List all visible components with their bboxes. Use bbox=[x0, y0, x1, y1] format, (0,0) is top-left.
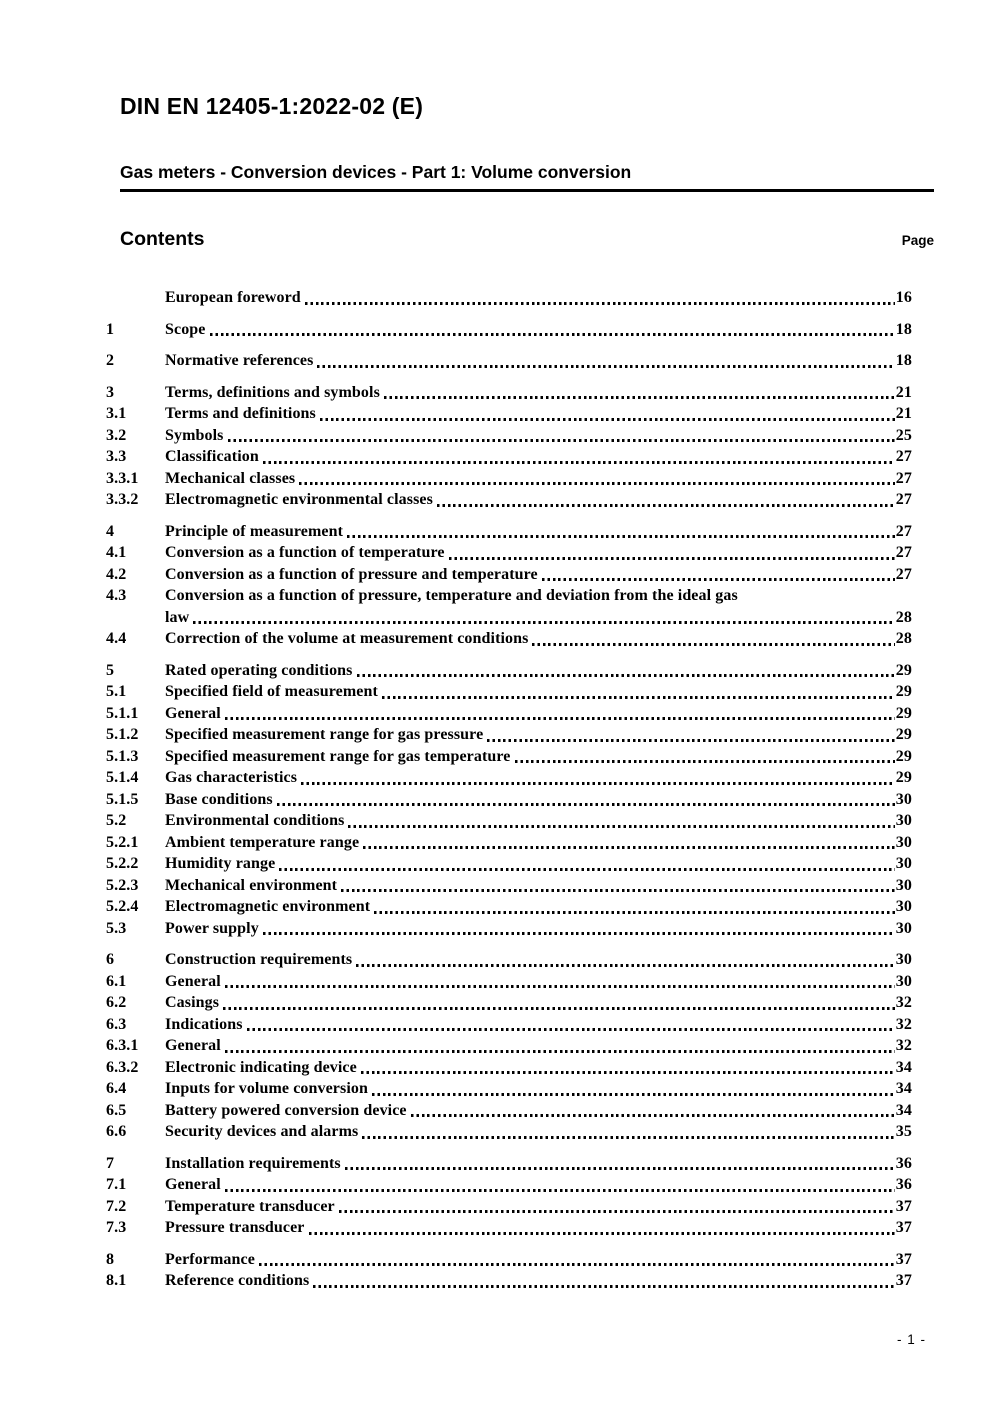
toc-entry-number: 6.3 bbox=[106, 1015, 127, 1033]
toc-leader-dots bbox=[299, 482, 895, 485]
toc-entry-page: 27 bbox=[895, 565, 912, 583]
toc-entry-number: 5.1.5 bbox=[106, 790, 139, 808]
toc-leader-dots bbox=[347, 535, 895, 538]
toc-leader-dots bbox=[263, 461, 895, 464]
toc-leader-dots bbox=[437, 504, 895, 507]
toc-leader-dots bbox=[317, 365, 894, 368]
toc-row[interactable] bbox=[106, 971, 912, 993]
toc-row[interactable] bbox=[106, 1153, 912, 1175]
toc-entry-page: 21 bbox=[895, 405, 912, 422]
toc-leader-dots bbox=[277, 803, 895, 806]
contents-header-row bbox=[120, 228, 934, 251]
toc-leader-dots bbox=[309, 1232, 895, 1235]
toc-entry-number: 5.1.1 bbox=[106, 704, 139, 722]
toc-leader-dots bbox=[382, 696, 895, 699]
toc-leader-dots bbox=[339, 1210, 895, 1213]
toc-entry-number: 6 bbox=[106, 951, 115, 968]
toc-entry-title: Base conditions bbox=[165, 790, 273, 808]
toc-entry-page: 29 bbox=[895, 726, 912, 743]
toc-leader-dots bbox=[361, 1071, 895, 1074]
toc-leader-dots bbox=[384, 396, 895, 399]
toc-leader-dots bbox=[363, 846, 895, 849]
toc-leader-dots bbox=[210, 333, 895, 336]
toc-leader-dots bbox=[228, 439, 895, 442]
toc-entry-number: 8 bbox=[106, 1250, 115, 1268]
toc-row[interactable] bbox=[106, 767, 912, 789]
toc-row[interactable] bbox=[106, 382, 912, 404]
toc-row[interactable] bbox=[106, 810, 912, 832]
toc-leader-dots bbox=[357, 674, 895, 677]
toc-entry-page: 37 bbox=[895, 1219, 912, 1236]
toc-entry-number: 6.3.1 bbox=[106, 1037, 139, 1054]
doc-title-underline bbox=[120, 162, 934, 192]
toc-entry-page: 29 bbox=[895, 747, 912, 765]
toc-row[interactable] bbox=[106, 1249, 912, 1271]
toc-entry-number: 3.2 bbox=[106, 426, 127, 444]
toc-leader-dots bbox=[345, 1167, 895, 1170]
toc-row[interactable] bbox=[106, 287, 912, 309]
toc-entry-page: 18 bbox=[895, 320, 912, 338]
toc-entry-page: 37 bbox=[895, 1250, 912, 1268]
toc-entry-number: 6.1 bbox=[106, 972, 127, 990]
toc-row[interactable] bbox=[106, 446, 912, 468]
toc-leader-dots bbox=[356, 964, 895, 967]
toc-entry-number: 7 bbox=[106, 1154, 115, 1172]
toc-entry-number: 5.3 bbox=[106, 919, 127, 937]
toc-entry-title: Reference conditions bbox=[165, 1272, 310, 1289]
toc-entry-number: 3.3.2 bbox=[106, 491, 139, 508]
toc-entry-number: 5.2.4 bbox=[106, 898, 139, 915]
toc-entry-title: Terms and definitions bbox=[165, 405, 316, 422]
toc-entry-page: 29 bbox=[895, 769, 912, 786]
toc-entry-page: 30 bbox=[895, 790, 912, 808]
toc-entry-title: Symbols bbox=[165, 426, 224, 444]
toc-row[interactable] bbox=[106, 1121, 912, 1143]
toc-row[interactable] bbox=[106, 1100, 912, 1122]
toc-entry-number: 4.3 bbox=[106, 587, 127, 604]
toc-entry-page: 28 bbox=[895, 608, 912, 626]
toc-row[interactable] bbox=[106, 1014, 912, 1036]
toc-entry-page: 32 bbox=[895, 1015, 912, 1033]
toc-entry-title: Electromagnetic environmental classes bbox=[165, 491, 433, 508]
toc-entry-number: 1 bbox=[106, 320, 115, 338]
toc-entry-title: Inputs for volume conversion bbox=[165, 1080, 368, 1097]
toc-entry-page: 21 bbox=[895, 383, 912, 401]
toc-row[interactable] bbox=[106, 949, 912, 971]
toc-row[interactable] bbox=[106, 896, 912, 918]
toc-entry-number: 7.2 bbox=[106, 1197, 127, 1215]
toc-leader-dots bbox=[225, 985, 895, 988]
toc-row[interactable] bbox=[106, 489, 912, 511]
toc-row[interactable] bbox=[106, 681, 912, 703]
toc-entry-page: 30 bbox=[895, 898, 912, 915]
toc-entry-title: Gas characteristics bbox=[165, 769, 298, 786]
toc-entry-title: Security devices and alarms bbox=[165, 1123, 359, 1140]
toc-entry-number: 7.1 bbox=[106, 1176, 127, 1193]
toc-row[interactable] bbox=[106, 468, 912, 490]
toc-entry-page: 30 bbox=[895, 951, 912, 968]
toc-row[interactable] bbox=[106, 403, 912, 425]
page-column-label: Page bbox=[901, 233, 934, 248]
toc-leader-dots bbox=[411, 1114, 895, 1117]
toc-entry-title: Conversion as a function of temperature bbox=[165, 544, 445, 561]
toc-row[interactable] bbox=[106, 853, 912, 875]
toc-entry-number: 6.4 bbox=[106, 1080, 127, 1097]
toc-row[interactable] bbox=[106, 319, 912, 341]
toc-leader-dots bbox=[320, 418, 895, 421]
toc-entry-number: 5.1.2 bbox=[106, 726, 139, 743]
toc-entry-title: Power supply bbox=[165, 919, 259, 937]
toc-entry-number: 4.4 bbox=[106, 630, 127, 647]
doc-title: Gas meters - Conversion devices - Part 1: Volume conversion bbox=[120, 162, 632, 182]
toc-entry-title: Performance bbox=[165, 1250, 255, 1268]
toc-leader-dots bbox=[247, 1028, 895, 1031]
doc-code: DIN EN 12405-1:2022-02 (E) bbox=[120, 93, 424, 119]
toc-row[interactable] bbox=[106, 1270, 912, 1292]
toc-entry-number: 4 bbox=[106, 522, 115, 540]
toc-entry-title: Ambient temperature range bbox=[165, 833, 360, 851]
toc-entry-page: 29 bbox=[895, 704, 912, 722]
toc-entry-number: 5.2 bbox=[106, 812, 127, 829]
toc-leader-dots bbox=[542, 578, 895, 581]
toc-entry-page: 37 bbox=[895, 1272, 912, 1289]
toc-entry-page: 29 bbox=[895, 683, 912, 700]
toc-entry-number: 4.2 bbox=[106, 565, 127, 583]
toc-entry-number: 5.2.2 bbox=[106, 855, 139, 872]
toc-entry-number: 3.1 bbox=[106, 405, 127, 422]
toc-leader-dots bbox=[259, 1263, 895, 1266]
toc-leader-dots bbox=[225, 1189, 895, 1192]
toc-row[interactable] bbox=[106, 1078, 912, 1100]
toc-entry-title: Construction requirements bbox=[165, 951, 353, 968]
toc-row[interactable] bbox=[106, 703, 912, 725]
toc-leader-dots bbox=[305, 302, 895, 305]
toc-entry-title: Temperature transducer bbox=[165, 1197, 335, 1215]
toc-entry-title: Electronic indicating device bbox=[165, 1058, 357, 1076]
toc-row[interactable] bbox=[106, 350, 912, 372]
toc-entry-page: 28 bbox=[895, 630, 912, 647]
toc-entry-number: 5.2.3 bbox=[106, 876, 139, 894]
toc-entry-page: 27 bbox=[895, 448, 912, 465]
toc-entry-number: 2 bbox=[106, 352, 115, 369]
footer-page-number: - 1 - bbox=[897, 1332, 927, 1347]
toc-entry-title: Terms, definitions and symbols bbox=[165, 383, 380, 401]
toc-leader-dots bbox=[225, 717, 895, 720]
toc-entry-title: Humidity range bbox=[165, 855, 276, 872]
toc-entry-number: 5.1.4 bbox=[106, 769, 139, 786]
toc-entry-title: Specified field of measurement bbox=[165, 683, 378, 700]
toc-entry-title: law bbox=[165, 608, 190, 626]
toc-entry-number: 7.3 bbox=[106, 1219, 127, 1236]
toc-entry-page: 25 bbox=[895, 426, 912, 444]
toc-row[interactable] bbox=[106, 585, 912, 607]
toc-row[interactable] bbox=[106, 1057, 912, 1079]
toc-row[interactable] bbox=[106, 1035, 912, 1057]
toc-entry-page: 30 bbox=[895, 972, 912, 990]
toc-entry-title: Environmental conditions bbox=[165, 812, 345, 829]
toc-list bbox=[106, 287, 912, 1292]
toc-entry-title: Installation requirements bbox=[165, 1154, 341, 1172]
toc-leader-dots bbox=[374, 911, 895, 914]
toc-entry-title: General bbox=[165, 1176, 221, 1193]
toc-entry-title: Scope bbox=[165, 320, 206, 338]
toc-entry-title: Specified measurement range for gas pressure bbox=[165, 726, 484, 743]
toc-entry-title: Battery powered conversion device bbox=[165, 1101, 407, 1119]
toc-entry-title: Electromagnetic environment bbox=[165, 898, 371, 915]
toc-entry-number: 5.2.1 bbox=[106, 833, 139, 851]
toc-entry-page: 18 bbox=[895, 352, 912, 369]
toc-leader-dots bbox=[225, 1050, 895, 1053]
toc-row[interactable] bbox=[106, 1196, 912, 1218]
toc-leader-dots bbox=[301, 782, 895, 785]
toc-entry-page: 30 bbox=[895, 812, 912, 829]
toc-leader-dots bbox=[263, 932, 895, 935]
toc-entry-title: Mechanical classes bbox=[165, 469, 296, 487]
toc-entry-title: Mechanical environment bbox=[165, 876, 338, 894]
toc-entry-number: 5 bbox=[106, 661, 115, 679]
toc-entry-page: 16 bbox=[895, 289, 912, 306]
toc-entry-page: 37 bbox=[895, 1197, 912, 1215]
toc-entry-number: 6.2 bbox=[106, 994, 127, 1011]
toc-leader-dots bbox=[279, 868, 895, 871]
toc-entry-number: 8.1 bbox=[106, 1272, 127, 1289]
contents-heading: Contents bbox=[120, 228, 205, 250]
toc-entry-title: General bbox=[165, 1037, 221, 1054]
toc-entry-title: Correction of the volume at measurement conditions bbox=[165, 630, 529, 647]
toc-entry-page: 34 bbox=[895, 1101, 912, 1119]
toc-entry-title: Pressure transducer bbox=[165, 1219, 305, 1236]
toc-entry-number: 4.1 bbox=[106, 544, 127, 561]
toc-entry-number: 3 bbox=[106, 383, 115, 401]
toc-row[interactable] bbox=[106, 746, 912, 768]
toc-row[interactable] bbox=[106, 875, 912, 897]
toc-leader-dots bbox=[193, 621, 894, 624]
toc-entry-number: 6.3.2 bbox=[106, 1058, 139, 1076]
toc-row[interactable] bbox=[106, 992, 912, 1014]
toc-leader-dots bbox=[313, 1285, 894, 1288]
toc-row[interactable] bbox=[106, 564, 912, 586]
toc-entry-number: 3.3 bbox=[106, 448, 127, 465]
toc-entry-title: Normative references bbox=[165, 352, 314, 369]
toc-entry-page: 36 bbox=[895, 1176, 912, 1193]
toc-entry-page: 29 bbox=[895, 661, 912, 679]
toc-row[interactable] bbox=[106, 1217, 912, 1239]
toc-entry-page: 30 bbox=[895, 833, 912, 851]
toc-leader-dots bbox=[372, 1093, 895, 1096]
toc-entry-title: Conversion as a function of pressure, temperature and deviation from the ideal gas bbox=[165, 587, 738, 604]
toc-entry-title: Classification bbox=[165, 448, 259, 465]
toc-row[interactable] bbox=[106, 521, 912, 543]
toc-row[interactable] bbox=[106, 660, 912, 682]
toc-leader-dots bbox=[348, 825, 894, 828]
toc-entry-page: 32 bbox=[895, 994, 912, 1011]
toc-entry-page: 27 bbox=[895, 469, 912, 487]
toc-entry-page: 30 bbox=[895, 919, 912, 937]
toc-leader-dots bbox=[362, 1136, 894, 1139]
toc-entry-title: Rated operating conditions bbox=[165, 661, 353, 679]
toc-row[interactable] bbox=[106, 425, 912, 447]
toc-entry-title: Conversion as a function of pressure and temperature bbox=[165, 565, 538, 583]
toc-entry-page: 32 bbox=[895, 1037, 912, 1054]
toc-leader-dots bbox=[449, 557, 895, 560]
toc-leader-dots bbox=[487, 739, 895, 742]
toc-entry-title: Indications bbox=[165, 1015, 243, 1033]
toc-row[interactable] bbox=[106, 832, 912, 854]
toc-leader-dots bbox=[515, 760, 895, 763]
toc-row[interactable] bbox=[106, 1174, 912, 1196]
toc-entry-page: 36 bbox=[895, 1154, 912, 1172]
toc-entry-page: 34 bbox=[895, 1058, 912, 1076]
toc-entry-title: General bbox=[165, 972, 221, 990]
toc-entry-page: 35 bbox=[895, 1123, 912, 1140]
toc-entry-title: Specified measurement range for gas temperature bbox=[165, 747, 511, 765]
toc-entry-title: General bbox=[165, 704, 221, 722]
toc-entry-number: 5.1 bbox=[106, 683, 127, 700]
toc-entry-title: European foreword bbox=[165, 289, 301, 306]
toc-leader-dots bbox=[341, 889, 895, 892]
toc-leader-dots bbox=[532, 643, 894, 646]
toc-leader-dots bbox=[742, 600, 911, 603]
toc-entry-number: 5.1.3 bbox=[106, 747, 139, 765]
toc-row[interactable] bbox=[106, 628, 912, 650]
toc-entry-page: 27 bbox=[895, 491, 912, 508]
toc-entry-title: Casings bbox=[165, 994, 220, 1011]
toc-row[interactable] bbox=[106, 789, 912, 811]
toc-entry-title: Principle of measurement bbox=[165, 522, 344, 540]
toc-leader-dots bbox=[223, 1007, 895, 1010]
toc-row[interactable] bbox=[106, 918, 912, 940]
toc-entry-page: 27 bbox=[895, 522, 912, 540]
toc-entry-page: 34 bbox=[895, 1080, 912, 1097]
toc-row[interactable] bbox=[106, 724, 912, 746]
toc-entry-page: 27 bbox=[895, 544, 912, 561]
toc-entry-number: 3.3.1 bbox=[106, 469, 139, 487]
toc-row[interactable] bbox=[106, 607, 912, 629]
toc-row[interactable] bbox=[106, 542, 912, 564]
toc-entry-page: 30 bbox=[895, 876, 912, 894]
toc-entry-page: 30 bbox=[895, 855, 912, 872]
toc-entry-number: 6.5 bbox=[106, 1101, 127, 1119]
toc-entry-number: 6.6 bbox=[106, 1123, 127, 1140]
